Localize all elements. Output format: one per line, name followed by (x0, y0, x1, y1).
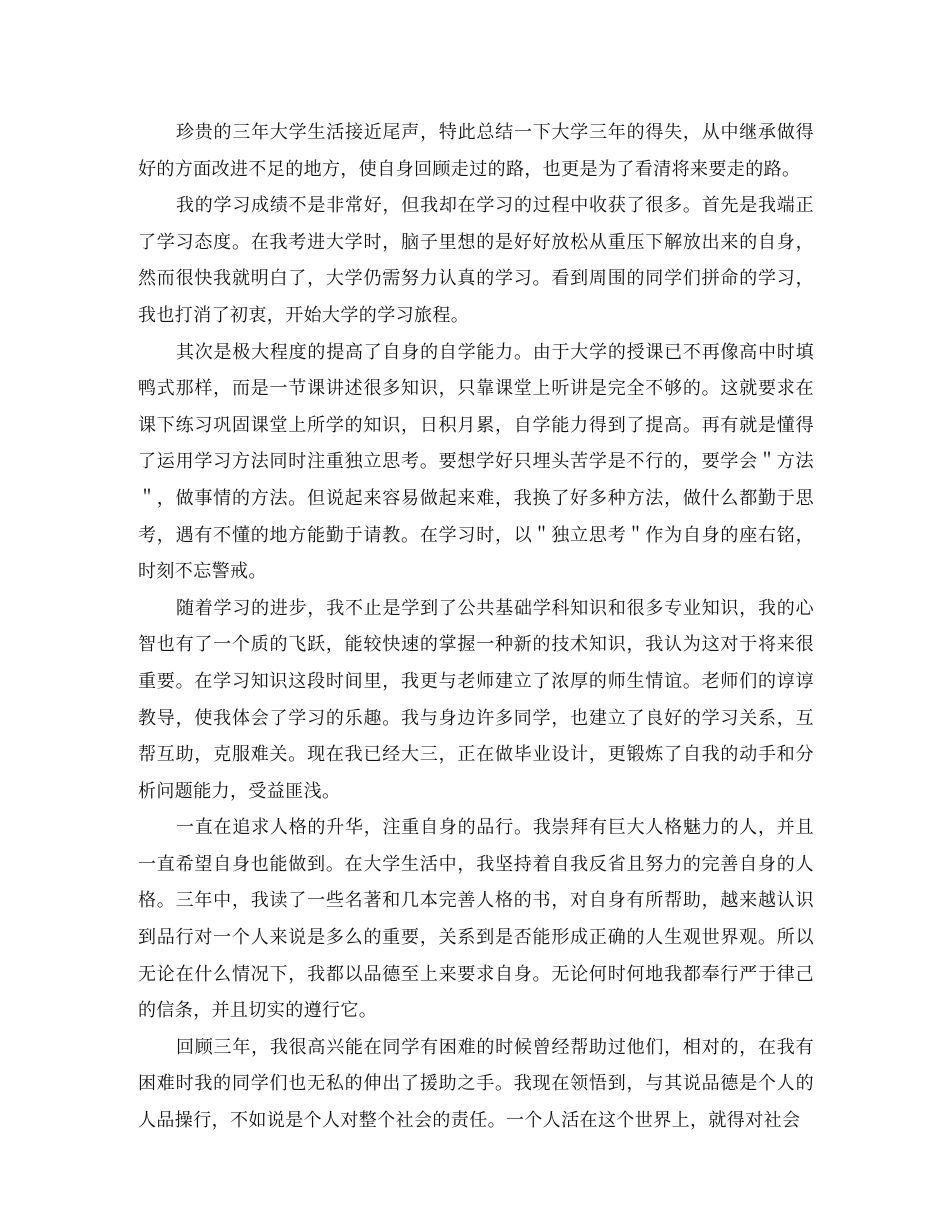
paragraph-1: 珍贵的三年大学生活接近尾声，特此总结一下大学三年的得失，从中继承做得好的方面改进不足的地方，使自身回顾走过的路，也更是为了看清将来要走的路。 (138, 122, 814, 180)
paragraph-4: 随着学习的进步，我不止是学到了公共基础学科知识和很多专业知识，我的心智也有了一个质的飞跃，能较快速的掌握一种新的技术知识，我认为这对于将来很重要。在学习知识这段时间里，我更与老师建立了浓厚的师生情谊。老师们的谆谆教导，使我体会了学习的乐趣。我与身边许多同学，也建立了良好的学习关系，互帮互助，克服难关。现在我已经大三，正在做毕业设计，更锻炼了自我的动手和分析问题能力，受益匪浅。 (138, 597, 814, 802)
paragraph-6: 回顾三年，我很高兴能在同学有困难的时候曾经帮助过他们，相对的，在我有困难时我的同学们也无私的伸出了援助之手。我现在领悟到，与其说品德是个人的人品操行，不如说是个人对整个社会的责任。一个人活在这个世界上，就得对社会 (138, 1036, 814, 1132)
document-body (138, 115, 814, 1140)
paragraph-2: 我的学习成绩不是非常好，但我却在学习的过程中收获了很多。首先是我端正了学习态度。在我考进大学时，脑子里想的是好好放松从重压下解放出来的自身，然而很快我就明白了，大学仍需努力认真的学习。看到周围的同学们拼命的学习，我也打消了初衷，开始大学的学习旅程。 (138, 195, 814, 326)
paragraph-3: 其次是极大程度的提高了自身的自学能力。由于大学的授课已不再像高中时填鸭式那样，而是一节课讲述很多知识，只靠课堂上听讲是完全不够的。这就要求在课下练习巩固课堂上所学的知识，日积月累，自学能力得到了提高。再有就是懂得了运用学习方法同时注重独立思考。要想学好只埋头苦学是不行的，要学会＂方法＂，做事情的方法。但说起来容易做起来难，我换了好多种方法，做什么都勤于思考，遇有不懂的地方能勤于请教。在学习时，以＂独立思考＂作为自身的座右铭，时刻不忘警戒。 (138, 341, 814, 583)
paragraph-5: 一直在追求人格的升华，注重自身的品行。我崇拜有巨大人格魅力的人，并且一直希望自身也能做到。在大学生活中，我坚持着自我反省且努力的完善自身的人格。三年中，我读了一些名著和几本完善人格的书，对自身有所帮助，越来越认识到品行对一个人来说是多么的重要，关系到是否能形成正确的人生观世界观。所以无论在什么情况下，我都以品德至上来要求自身。无论何时何地我都奉行严于律己的信条，并且切实的遵行它。 (138, 817, 814, 1022)
